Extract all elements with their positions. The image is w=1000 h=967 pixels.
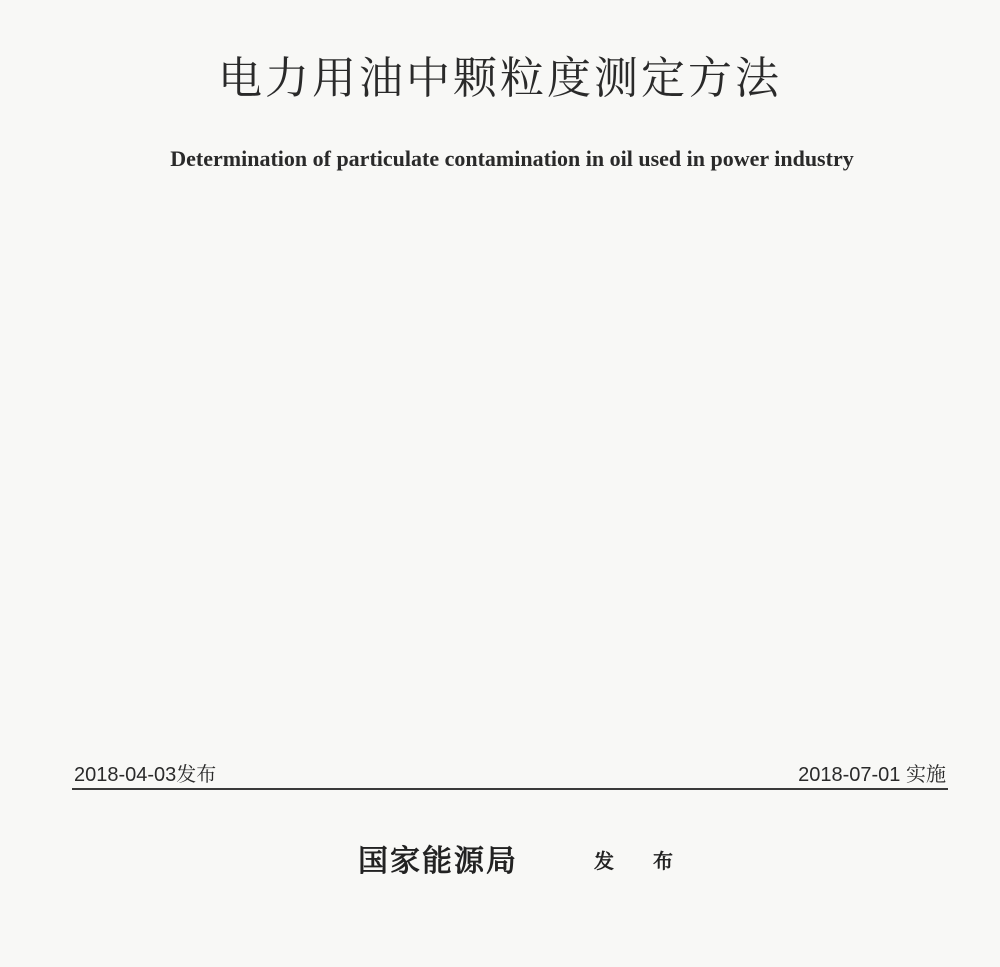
issue-date: 2018-04-03发布 (74, 764, 217, 786)
horizontal-rule (72, 788, 948, 790)
implementation-date: 2018-07-01 实施 (798, 764, 946, 786)
publish-label: 发 布 (594, 849, 689, 873)
publisher-name: 国家能源局 (358, 844, 518, 879)
english-title: Determination of particulate contamination in oil used in power industry (170, 146, 854, 171)
chinese-title: 电力用油中颗粒度测定方法 (218, 53, 782, 104)
